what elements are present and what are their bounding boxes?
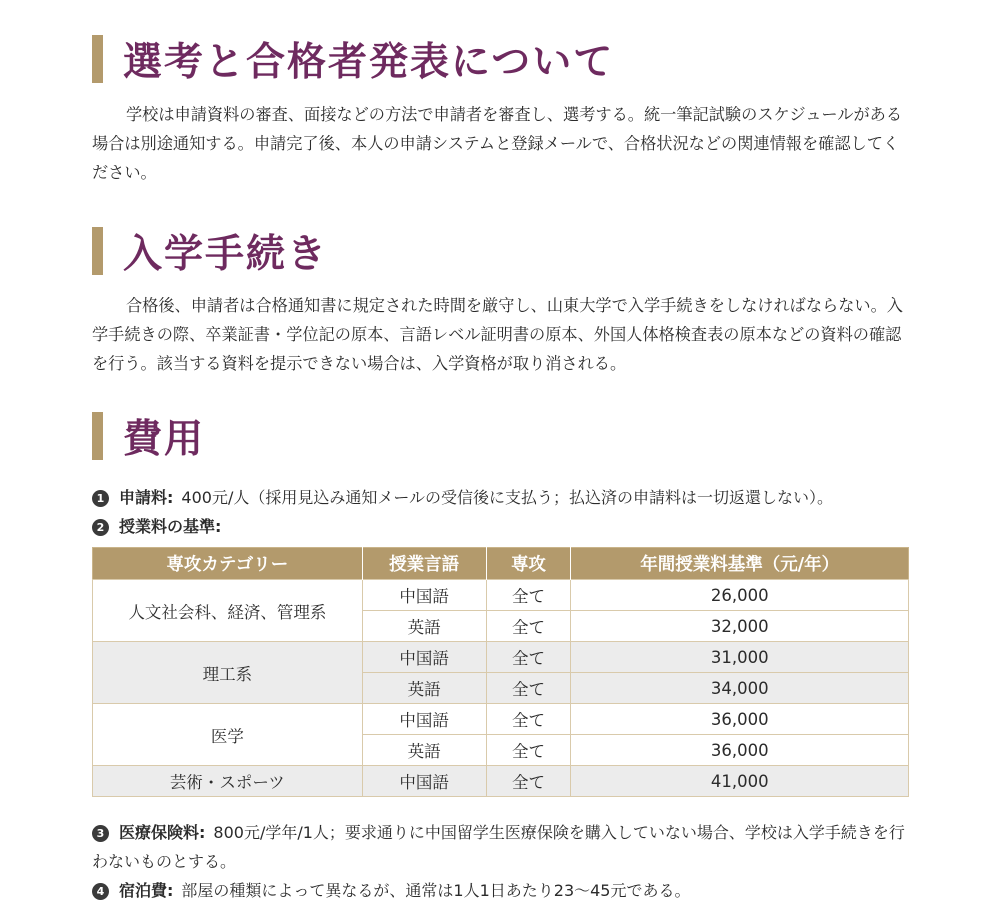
major-cell: 全て xyxy=(486,735,571,766)
fee-label: 授業料の基準: xyxy=(119,517,222,536)
column-header-category: 専攻カテゴリー xyxy=(93,548,363,580)
section-heading-fees xyxy=(92,411,205,461)
language-cell: 英語 xyxy=(362,735,486,766)
major-cell: 全て xyxy=(486,611,571,642)
fee-cell: 26,000 xyxy=(571,580,909,611)
category-cell: 人文社会科、経済、管理系 xyxy=(93,580,363,642)
fee-cell: 31,000 xyxy=(571,642,909,673)
category-cell: 医学 xyxy=(93,704,363,766)
fee-cell: 41,000 xyxy=(571,766,909,797)
fee-text: 800元/学年/1人；要求通りに中国留学生医療保険を購入していない場合、学校は入学手続きを行わないものとする。 xyxy=(92,823,905,871)
major-cell: 全て xyxy=(486,580,571,611)
category-cell: 理工系 xyxy=(93,642,363,704)
heading-accent-bar xyxy=(92,412,103,460)
major-cell: 全て xyxy=(486,673,571,704)
language-cell: 中国語 xyxy=(362,704,486,735)
section-paragraph: 学校は申請資料の審査、面接などの方法で申請者を審査し、選考する。統一筆記試験のスケジュールがある場合は別途通知する。申請完了後、本人の申請システムと登録メールで、合格状況などの関連情報を確認してください。 xyxy=(92,105,903,182)
number-badge-icon: 4 xyxy=(92,883,109,900)
fee-label: 宿泊費: xyxy=(119,881,174,900)
table-row xyxy=(93,580,909,611)
table-row xyxy=(93,704,909,735)
fee-label: 医療保険料: xyxy=(119,823,206,842)
language-cell: 中国語 xyxy=(362,580,486,611)
table-row xyxy=(93,642,909,673)
number-badge-icon: 3 xyxy=(92,825,109,842)
section-heading-enrollment xyxy=(92,226,328,276)
language-cell: 中国語 xyxy=(362,642,486,673)
fee-item-insurance xyxy=(92,818,914,876)
column-header-fee: 年間授業料基準（元/年） xyxy=(571,548,909,580)
heading-accent-bar xyxy=(92,35,103,83)
section-title: 選考と合格者発表について xyxy=(123,40,615,85)
fee-text: 部屋の種類によって異なるが、通常は1人1日あたり23～45元である。 xyxy=(181,881,691,900)
major-cell: 全て xyxy=(486,704,571,735)
table-header-row xyxy=(93,548,909,580)
major-cell: 全て xyxy=(486,642,571,673)
section-paragraph: 合格後、申請者は合格通知書に規定された時間を厳守し、山東大学で入学手続きをしなければならない。入学手続きの際、卒業証書・学位記の原本、言語レベル証明書の原本、外国人体格検査表の原本などの資料の確認を行う。該当する資料を提示できない場合は、入学資格が取り消される。 xyxy=(92,296,903,373)
fee-item-application xyxy=(92,483,914,512)
section-title: 費用 xyxy=(123,417,206,462)
number-badge-icon: 2 xyxy=(92,519,109,536)
column-header-major: 専攻 xyxy=(486,548,571,580)
fee-text: 400元/人（採用見込み通知メールの受信後に支払う；払込済の申請料は一切返還しない）。 xyxy=(181,488,834,507)
tuition-table xyxy=(92,547,909,797)
column-header-language: 授業言語 xyxy=(362,548,486,580)
fee-cell: 32,000 xyxy=(571,611,909,642)
fee-item-accommodation xyxy=(92,876,914,905)
number-badge-icon: 1 xyxy=(92,490,109,507)
section-title: 入学手続き xyxy=(123,232,329,277)
language-cell: 英語 xyxy=(362,673,486,704)
section-heading-selection xyxy=(92,34,614,84)
category-cell: 芸術・スポーツ xyxy=(93,766,363,797)
fee-item-tuition xyxy=(92,512,914,541)
language-cell: 英語 xyxy=(362,611,486,642)
table-row xyxy=(93,766,909,797)
language-cell: 中国語 xyxy=(362,766,486,797)
major-cell: 全て xyxy=(486,766,571,797)
fee-cell: 36,000 xyxy=(571,735,909,766)
fee-label: 申請料: xyxy=(119,488,174,507)
fee-cell: 36,000 xyxy=(571,704,909,735)
heading-accent-bar xyxy=(92,227,103,275)
fee-cell: 34,000 xyxy=(571,673,909,704)
